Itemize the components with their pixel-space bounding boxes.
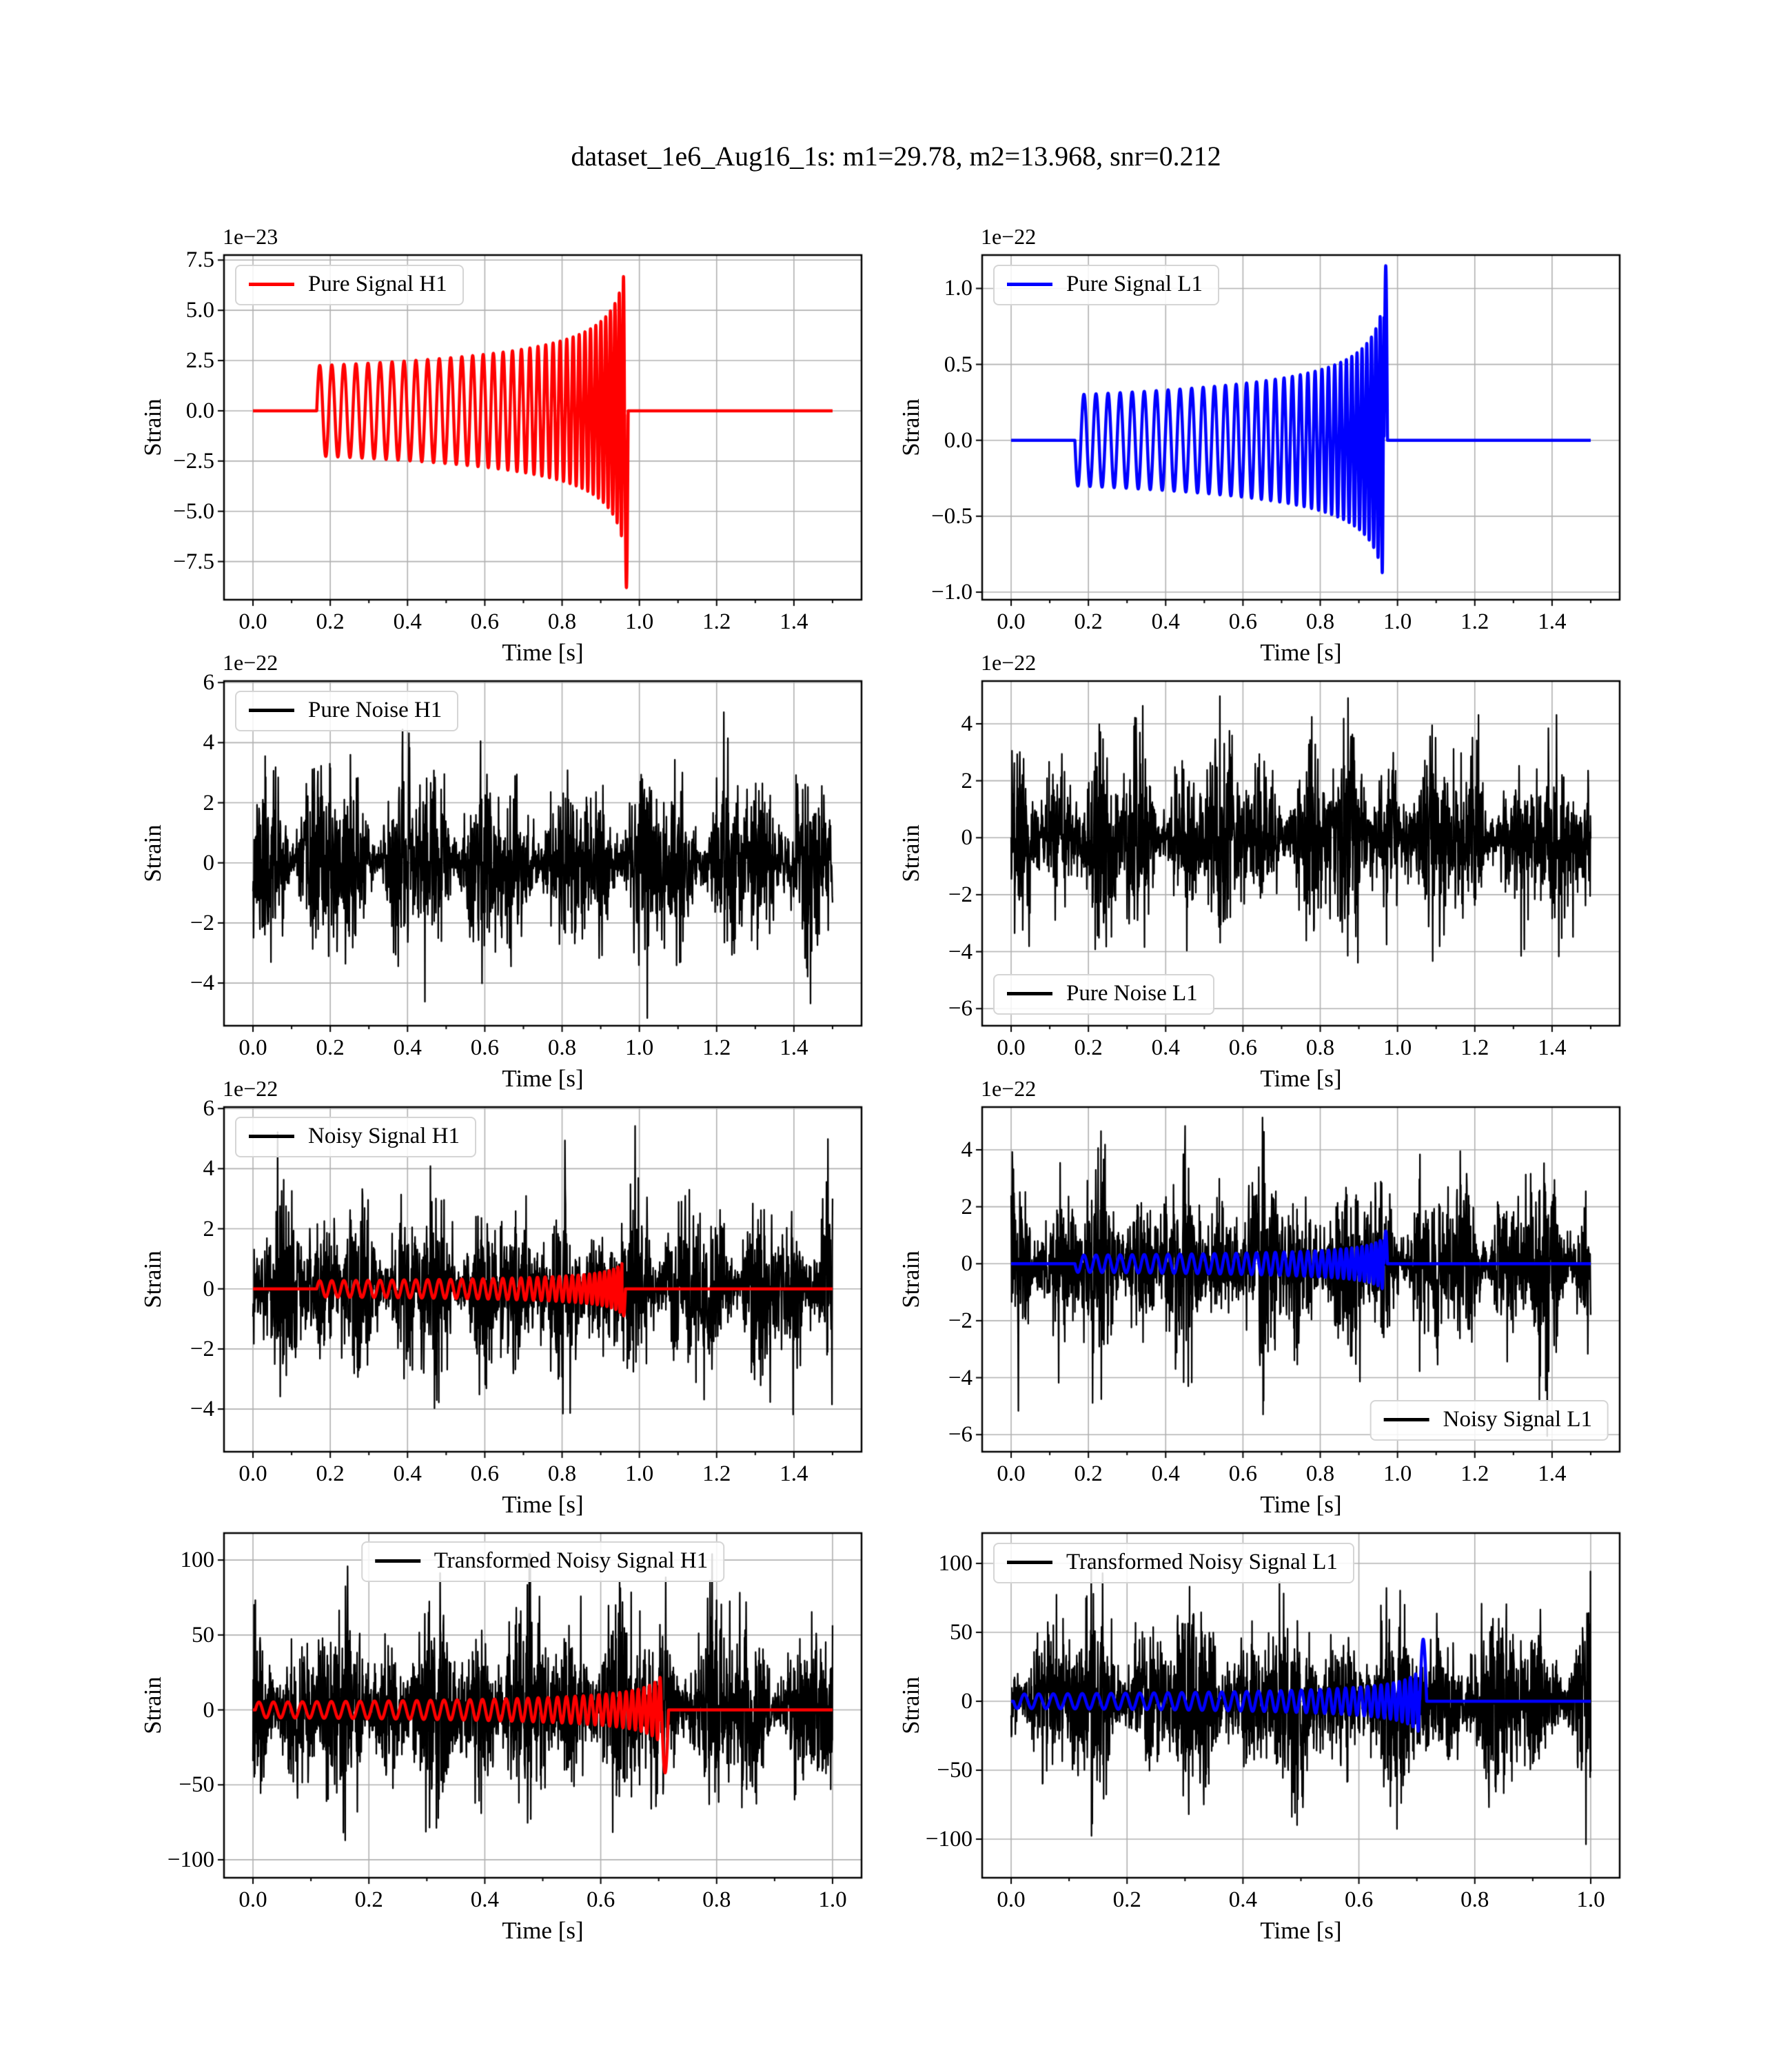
offset-text-noisy-signal-l1: 1e−22 [981, 1076, 1037, 1101]
ytick-label-pure-noise-l1: −2 [948, 882, 973, 907]
ytick-label-pure-noise-h1: 0 [203, 850, 214, 875]
offset-text-noisy-signal-h1: 1e−22 [223, 1076, 278, 1101]
xtick-label-pure-signal-h1: 0.4 [393, 609, 422, 634]
xtick-label-transformed-noisy-signal-h1: 0.8 [702, 1887, 731, 1912]
ytick-label-pure-noise-l1: 0 [961, 825, 973, 851]
xtick-label-noisy-signal-h1: 1.0 [625, 1461, 654, 1486]
xlabel-pure-signal-h1: Time [s] [502, 639, 584, 666]
ytick-label-pure-noise-h1: −4 [190, 970, 214, 995]
xlabel-pure-noise-l1: Time [s] [1260, 1065, 1342, 1092]
xtick-label-transformed-noisy-signal-l1: 1.0 [1576, 1887, 1605, 1912]
ytick-label-pure-signal-h1: 5.0 [185, 298, 214, 323]
ytick-label-transformed-noisy-signal-l1: 50 [950, 1619, 973, 1645]
ytick-label-pure-noise-h1: 6 [203, 670, 214, 696]
xtick-label-pure-signal-h1: 0.8 [547, 609, 577, 634]
xlabel-pure-signal-l1: Time [s] [1260, 639, 1342, 666]
ytick-label-transformed-noisy-signal-l1: 0 [961, 1688, 973, 1714]
xtick-label-transformed-noisy-signal-l1: 0.8 [1460, 1887, 1489, 1912]
xtick-label-pure-signal-h1: 0.2 [316, 609, 345, 634]
xtick-label-noisy-signal-h1: 1.4 [780, 1461, 808, 1486]
figure-title: dataset_1e6_Aug16_1s: m1=29.78, m2=13.968, snr=0.212 [571, 141, 1221, 172]
legend-label-pure-noise-l1: Pure Noise L1 [1066, 981, 1198, 1006]
ytick-label-transformed-noisy-signal-h1: −50 [179, 1772, 214, 1798]
xlabel-noisy-signal-h1: Time [s] [502, 1491, 584, 1518]
legend-label-noisy-signal-l1: Noisy Signal L1 [1443, 1407, 1592, 1432]
xtick-label-pure-signal-l1: 0.8 [1305, 609, 1335, 634]
ytick-label-pure-signal-h1: −7.5 [173, 549, 214, 574]
xtick-label-noisy-signal-l1: 0.4 [1151, 1461, 1180, 1486]
legend-label-noisy-signal-h1: Noisy Signal H1 [308, 1124, 460, 1148]
xtick-label-noisy-signal-l1: 0.2 [1074, 1461, 1103, 1486]
xtick-label-transformed-noisy-signal-h1: 0.2 [354, 1887, 383, 1912]
ytick-label-noisy-signal-l1: −6 [948, 1422, 973, 1448]
xlabel-transformed-noisy-signal-l1: Time [s] [1260, 1917, 1342, 1944]
xtick-label-pure-noise-h1: 0.2 [316, 1035, 345, 1060]
ylabel-pure-signal-h1: Strain [139, 398, 166, 456]
legend-label-pure-signal-l1: Pure Signal L1 [1066, 272, 1203, 296]
xtick-label-transformed-noisy-signal-h1: 0.4 [470, 1887, 500, 1912]
ytick-label-pure-noise-h1: 4 [203, 730, 214, 756]
legend-line-noisy-signal-h1 [249, 1135, 294, 1138]
ytick-label-pure-noise-h1: 2 [203, 790, 214, 815]
xtick-label-pure-signal-l1: 0.6 [1228, 609, 1258, 634]
xtick-label-pure-noise-h1: 0.8 [547, 1035, 577, 1060]
xtick-label-pure-noise-l1: 0.6 [1228, 1035, 1258, 1060]
legend-line-transformed-noisy-signal-h1 [375, 1559, 420, 1563]
ytick-label-noisy-signal-l1: −2 [948, 1308, 973, 1333]
ytick-label-pure-signal-l1: −0.5 [931, 503, 973, 529]
legend-pure-signal-l1 [993, 265, 1219, 305]
xtick-label-pure-noise-l1: 1.0 [1383, 1035, 1412, 1060]
ylabel-pure-signal-l1: Strain [897, 398, 924, 456]
ytick-label-pure-signal-l1: 1.0 [944, 276, 973, 301]
ytick-label-noisy-signal-l1: 2 [961, 1194, 973, 1219]
xtick-label-pure-noise-l1: 0.0 [997, 1035, 1026, 1060]
legend-label-transformed-noisy-signal-h1: Transformed Noisy Signal H1 [434, 1548, 709, 1573]
xtick-label-noisy-signal-h1: 0.8 [547, 1461, 577, 1486]
legend-line-pure-noise-h1 [249, 709, 294, 712]
xtick-label-noisy-signal-l1: 0.0 [997, 1461, 1026, 1486]
ylabel-pure-noise-h1: Strain [139, 824, 166, 882]
xtick-label-pure-noise-l1: 1.2 [1460, 1035, 1489, 1060]
offset-text-pure-noise-h1: 1e−22 [223, 650, 278, 675]
ytick-label-transformed-noisy-signal-l1: −100 [925, 1826, 973, 1852]
xtick-label-pure-noise-l1: 0.4 [1151, 1035, 1180, 1060]
ylabel-transformed-noisy-signal-l1: Strain [897, 1676, 924, 1734]
ylabel-noisy-signal-h1: Strain [139, 1250, 166, 1308]
xtick-label-noisy-signal-h1: 0.6 [470, 1461, 500, 1486]
ytick-label-pure-signal-l1: 0.0 [944, 427, 973, 453]
legend-line-pure-signal-h1 [249, 283, 294, 286]
ytick-label-noisy-signal-h1: −4 [190, 1396, 214, 1421]
legend-noisy-signal-h1 [235, 1117, 476, 1157]
ytick-label-pure-noise-l1: 2 [961, 768, 973, 793]
xtick-label-pure-noise-h1: 1.4 [780, 1035, 808, 1060]
xtick-label-noisy-signal-h1: 0.2 [316, 1461, 345, 1486]
ytick-label-transformed-noisy-signal-h1: −100 [167, 1847, 214, 1872]
xtick-label-pure-signal-l1: 0.4 [1151, 609, 1180, 634]
xtick-label-noisy-signal-l1: 0.6 [1228, 1461, 1258, 1486]
xtick-label-transformed-noisy-signal-l1: 0.4 [1228, 1887, 1258, 1912]
xtick-label-pure-signal-l1: 0.2 [1074, 609, 1103, 634]
xtick-label-pure-noise-l1: 0.2 [1074, 1035, 1103, 1060]
xtick-label-transformed-noisy-signal-h1: 0.6 [586, 1887, 615, 1912]
ylabel-noisy-signal-l1: Strain [897, 1250, 924, 1308]
ytick-label-transformed-noisy-signal-l1: −50 [937, 1757, 973, 1783]
xtick-label-pure-noise-h1: 0.4 [393, 1035, 422, 1060]
xtick-label-transformed-noisy-signal-h1: 1.0 [818, 1887, 847, 1912]
legend-line-pure-noise-l1 [1007, 992, 1052, 995]
xtick-label-transformed-noisy-signal-l1: 0.2 [1112, 1887, 1141, 1912]
ytick-label-noisy-signal-l1: 0 [961, 1251, 973, 1277]
ytick-label-pure-signal-l1: −1.0 [931, 579, 973, 605]
ytick-label-transformed-noisy-signal-h1: 0 [203, 1697, 214, 1723]
ytick-label-transformed-noisy-signal-l1: 100 [938, 1550, 973, 1576]
legend-transformed-noisy-signal-h1 [361, 1541, 725, 1582]
ytick-label-noisy-signal-h1: 2 [203, 1216, 214, 1241]
xtick-label-noisy-signal-h1: 0.4 [393, 1461, 422, 1486]
xlabel-pure-noise-h1: Time [s] [502, 1065, 584, 1092]
xtick-label-pure-signal-l1: 1.4 [1538, 609, 1567, 634]
legend-transformed-noisy-signal-l1 [993, 1543, 1354, 1583]
offset-text-pure-noise-l1: 1e−22 [981, 650, 1037, 675]
legend-label-pure-signal-h1: Pure Signal H1 [308, 272, 447, 296]
legend-line-noisy-signal-l1 [1384, 1418, 1429, 1421]
ytick-label-pure-signal-h1: −2.5 [173, 448, 214, 474]
ytick-label-noisy-signal-h1: −2 [190, 1336, 214, 1361]
xtick-label-pure-signal-h1: 1.0 [625, 609, 654, 634]
ytick-label-pure-noise-l1: 4 [961, 711, 973, 736]
ytick-label-pure-noise-l1: −6 [948, 996, 973, 1022]
xtick-label-noisy-signal-l1: 1.0 [1383, 1461, 1412, 1486]
ytick-label-noisy-signal-l1: −4 [948, 1365, 973, 1390]
xtick-label-noisy-signal-h1: 1.2 [702, 1461, 731, 1486]
ytick-label-pure-noise-h1: −2 [190, 910, 214, 935]
ytick-label-transformed-noisy-signal-h1: 100 [180, 1547, 214, 1572]
xlabel-noisy-signal-l1: Time [s] [1260, 1491, 1342, 1518]
legend-label-transformed-noisy-signal-l1: Transformed Noisy Signal L1 [1066, 1550, 1338, 1574]
ytick-label-pure-signal-h1: 2.5 [185, 347, 214, 373]
xtick-label-noisy-signal-l1: 1.2 [1460, 1461, 1489, 1486]
xtick-label-noisy-signal-h1: 0.0 [238, 1461, 267, 1486]
xtick-label-pure-signal-h1: 0.6 [470, 609, 500, 634]
legend-line-transformed-noisy-signal-l1 [1007, 1561, 1052, 1564]
ytick-label-noisy-signal-h1: 0 [203, 1276, 214, 1301]
legend-pure-noise-h1 [235, 691, 458, 731]
xtick-label-pure-signal-h1: 1.2 [702, 609, 731, 634]
xtick-label-pure-noise-h1: 1.0 [625, 1035, 654, 1060]
legend-label-pure-noise-h1: Pure Noise H1 [308, 698, 442, 722]
xtick-label-pure-signal-l1: 1.2 [1460, 609, 1489, 634]
xtick-label-pure-noise-l1: 1.4 [1538, 1035, 1567, 1060]
offset-text-pure-signal-h1: 1e−23 [223, 224, 278, 249]
legend-line-pure-signal-l1 [1007, 283, 1052, 286]
ylabel-transformed-noisy-signal-h1: Strain [139, 1676, 166, 1734]
ytick-label-pure-signal-h1: −5.0 [173, 498, 214, 524]
ytick-label-pure-signal-h1: 0.0 [185, 398, 214, 423]
xtick-label-pure-noise-h1: 1.2 [702, 1035, 731, 1060]
ytick-label-noisy-signal-h1: 6 [203, 1096, 214, 1122]
ytick-label-pure-noise-l1: −4 [948, 939, 973, 964]
xtick-label-transformed-noisy-signal-h1: 0.0 [238, 1887, 267, 1912]
xtick-label-pure-signal-l1: 1.0 [1383, 609, 1412, 634]
ytick-label-pure-signal-h1: 7.5 [185, 247, 214, 273]
offset-text-pure-signal-l1: 1e−22 [981, 224, 1037, 249]
legend-pure-signal-h1 [235, 265, 464, 305]
legend-noisy-signal-l1 [1370, 1400, 1609, 1441]
legend-pure-noise-l1 [993, 974, 1214, 1015]
xtick-label-transformed-noisy-signal-l1: 0.0 [997, 1887, 1026, 1912]
ylabel-pure-noise-l1: Strain [897, 824, 924, 882]
xtick-label-pure-noise-h1: 0.0 [238, 1035, 267, 1060]
xtick-label-pure-noise-l1: 0.8 [1305, 1035, 1335, 1060]
xtick-label-pure-signal-h1: 1.4 [780, 609, 808, 634]
xtick-label-noisy-signal-l1: 1.4 [1538, 1461, 1567, 1486]
ytick-label-pure-signal-l1: 0.5 [944, 352, 973, 377]
ytick-label-noisy-signal-l1: 4 [961, 1137, 973, 1162]
ytick-label-noisy-signal-h1: 4 [203, 1156, 214, 1182]
xtick-label-pure-signal-l1: 0.0 [997, 609, 1026, 634]
xtick-label-pure-noise-h1: 0.6 [470, 1035, 500, 1060]
xtick-label-transformed-noisy-signal-l1: 0.6 [1344, 1887, 1374, 1912]
xtick-label-noisy-signal-l1: 0.8 [1305, 1461, 1335, 1486]
xtick-label-pure-signal-h1: 0.0 [238, 609, 267, 634]
xlabel-transformed-noisy-signal-h1: Time [s] [502, 1917, 584, 1944]
ytick-label-transformed-noisy-signal-h1: 50 [192, 1622, 214, 1648]
